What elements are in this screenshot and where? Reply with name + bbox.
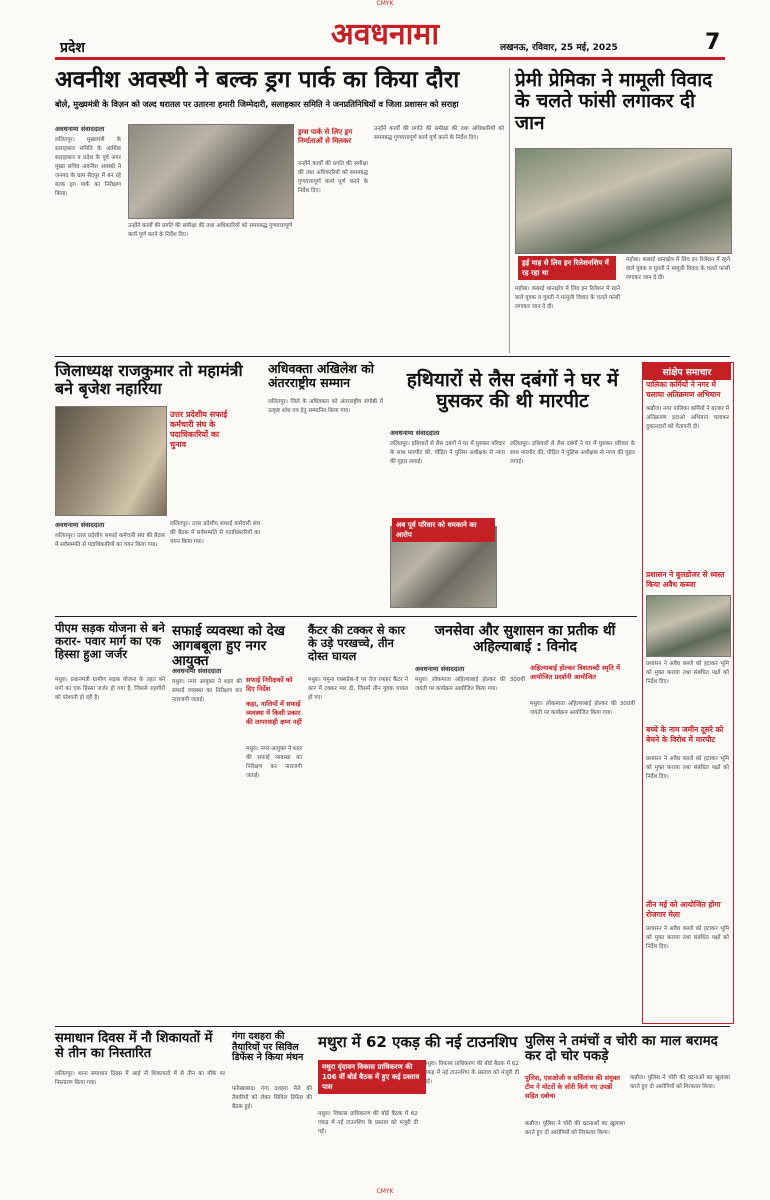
divider	[509, 68, 510, 353]
story6-headline: पीएम सड़क योजना से बने करार- पवार मार्ग का एक हिस्सा हुआ जर्जर	[55, 621, 165, 661]
story13-body: कन्नौज। पुलिस ने चोरी की घटनाओं का खुलासा करते हुए दो आरोपियों को गिरफ्तार किया।	[525, 1121, 625, 1136]
story2-inset: ड्रई माह से लिव इन रिलेशनशिप में रह रहा था	[518, 256, 616, 280]
story6-body: मथुरा। प्रधानमंत्री ग्रामीण सड़क योजना के तहत बने मार्ग का एक हिस्सा जर्जर हो गया है, जिससे राहगीरों को परेशानी हो रही है।	[55, 677, 165, 701]
story12-inset: मथुरा वृंदावन विकास प्राधिकरण की 106 वीं बोर्ड बैठक में हुए कई प्रस्ताव पास	[318, 1060, 426, 1094]
story9-inset: अहिल्याबाई होल्कर त्रिशताब्दी स्मृति में आयोजित प्रदर्शनी आयोजित	[530, 664, 620, 681]
sidebar-item3-head: बच्चे के नाम जमीन दूसरे को बेचने के विरोध में मारपीट	[646, 725, 724, 744]
story3-headline: जिलाध्यक्ष राजकुमार तो महामंत्री बने बृजेश नहारिया	[55, 361, 243, 398]
sidebar-item1-body: कन्नौज। नगर पालिका कर्मियों ने बाजार में अतिक्रमण हटाओ अभियान चलाकर दुकानदारों को चेतावनी दी।	[646, 406, 729, 430]
cmyk-mark-top: CMYK	[376, 0, 394, 7]
story5-headline: हथियारों से लैस दबंगों ने घर में घुसकर की थी मारपीट	[406, 369, 619, 413]
story7-headline: सफाई व्यवस्था को देख आगबबूला हुए नगर आयुक्त	[172, 623, 285, 670]
story4-body: ललितपुर। जिले के अधिवक्ता को अंतरराष्ट्रीय संगोष्ठी में उत्कृष्ट शोध पत्र हेतु सम्मानित किया गया।	[268, 399, 383, 414]
story9-body-col2: मथुरा। लोकमाता अहिल्याबाई होल्कर की 300वीं जयंती पर कार्यक्रम आयोजित किया गया।	[530, 701, 635, 716]
story12-headline: मथुरा में 62 एकड़ की नई टाउनशिप	[318, 1033, 518, 1051]
header-rule	[55, 57, 725, 60]
sidebar-photo	[646, 595, 731, 657]
story7-inset2: कहा, नालियों में सफाई व्यवस्था में किसी प्रकार की लापरवाही क्षम्य नहीं	[246, 700, 302, 726]
story8-headline: कैंटर की टक्कर से कार के उड़े परखच्चे, तीन दोस्त घायल	[308, 623, 406, 663]
story3-body-col2: ललितपुर। उत्तर प्रदेशीय सफाई कर्मचारी संघ की बैठक में सर्वसम्मति से पदाधिकारियों का चयन किया गया।	[170, 521, 260, 545]
story10-body: ललितपुर। थाना समाधान दिवस में आई नौ शिकायतों में से तीन का मौके पर निस्तारण किया गया।	[55, 1071, 225, 1086]
story11-body: फर्रुखाबाद। गंगा दशहरा मेले की तैयारियों को लेकर सिविल डिफेंस की बैठक हुई।	[232, 1086, 312, 1110]
story1-bureau: अवधनामा संवाददाता	[55, 125, 105, 133]
story7-bureau: अवधनामा संवाददाता	[172, 667, 222, 675]
story1-body-col4: उन्होंने कार्यों की प्रगति की समीक्षा की तथा अधिकारियों को समयबद्ध गुणवत्तापूर्ण कार्य पूर्ण करने के निर्देश दिए।	[374, 126, 504, 141]
story8-body: मथुरा। यमुना एक्सप्रेस-वे पर तेज रफ्तार कैंटर ने कार में टक्कर मार दी, जिसमें तीन युवक घायल हो गए।	[308, 677, 408, 701]
story1-headline: अवनीश अवस्थी ने बल्क ड्रग पार्क का किया दौरा	[55, 67, 460, 93]
story2-photo	[515, 148, 732, 254]
story2-body-col2: महोबा। कबरई थानाक्षेत्र में लिव इन रिलेशन में रहने वाले युवक व युवती ने मामूली विवाद के चलते फांसी लगाकर जान दे दी।	[626, 257, 730, 281]
story1-inset: ड्रग्स पार्क से लिए ड्रग निर्माताओं से मिलकर	[298, 128, 353, 145]
sidebar-item4-head: तीन मई को आयोजित होगा रोजगार मेला	[646, 900, 721, 919]
story1-body-col3: उन्होंने कार्यों की प्रगति की समीक्षा की तथा अधिकारियों को समयबद्ध गुणवत्तापूर्ण कार्य पूर्ण करने के निर्देश दिए।	[298, 161, 368, 194]
story3-photo	[55, 406, 167, 516]
story4-headline: अधिवक्ता अखिलेश को अंतरराष्ट्रीय सम्मान	[268, 361, 375, 390]
story1-photo	[128, 124, 294, 219]
cmyk-mark-bottom: CMYK	[376, 1188, 394, 1195]
story3-quote: उत्तर प्रदेशीय सफाई कर्मचारी संघ के पदाधिकारियों का चुनाव	[170, 410, 228, 449]
story11-headline: गंगा दशहरा की तैयारियों पर सिविल डिफेंस ने किया मंथन	[232, 1031, 304, 1064]
story5-body-col2: ललितपुर। हथियारों से लैस दबंगों ने घर में घुसकर परिवार के साथ मारपीट की, पीड़ित ने पुलिस अधीक्षक से न्याय की गुहार लगाई।	[510, 441, 635, 465]
sidebar-item1-head: पालिका कर्मियों ने नगर में चलाया अतिक्रमण अभियान	[646, 380, 721, 399]
story10-headline: समाधान दिवस में नौ शिकायतों में से तीन का निस्तारित	[55, 1031, 213, 1061]
dateline: लखनऊ, रविवार, 25 मई, 2025	[500, 43, 618, 53]
section-name: प्रदेश	[60, 40, 85, 56]
story9-body: मथुरा। लोकमाता अहिल्याबाई होल्कर की 300वीं जयंती पर कार्यक्रम आयोजित किया गया।	[415, 677, 525, 692]
story7-body: मथुरा। नगर आयुक्त ने शहर की सफाई व्यवस्था का निरीक्षण कर नाराजगी जताई।	[172, 679, 242, 703]
sidebar-title: सांक्षेप समाचार	[643, 363, 731, 380]
sidebar-item2-body: प्रशासन ने अवैध कब्जे को हटाकर भूमि को मुक्त कराया तथा संबंधित पक्षों को निर्देश दिए।	[646, 661, 729, 685]
sidebar-item3-body: प्रशासन ने अवैध कब्जे को हटाकर भूमि को मुक्त कराया तथा संबंधित पक्षों को निर्देश दिए।	[646, 756, 729, 780]
story5-body: ललितपुर। हथियारों से लैस दबंगों ने घर में घुसकर परिवार के साथ मारपीट की, पीड़ित ने पुलिस अधीक्षक से न्याय की गुहार लगाई।	[390, 441, 505, 465]
story3-body: ललितपुर। उत्तर प्रदेशीय सफाई कर्मचारी संघ की बैठक में सर्वसम्मति से पदाधिकारियों का चयन किया गया।	[55, 533, 165, 548]
row-rule	[55, 616, 637, 617]
story9-bureau: अवधनामा संवाददाता	[415, 665, 465, 673]
row-rule	[55, 356, 730, 357]
sidebar-item2-head: प्रशासन ने बुलडोजर से ध्वस्त किया अवैध कब्जा	[646, 570, 725, 589]
story1-body-col2: उन्होंने कार्यों की प्रगति की समीक्षा की तथा अधिकारियों को समयबद्ध गुणवत्तापूर्ण कार्य पूर्ण करने के निर्देश दिए।	[128, 223, 292, 238]
story2-body: महोबा। कबरई थानाक्षेत्र में लिव इन रिलेशन में रहने वाले युवक व युवती ने मामूली विवाद के चलते फांसी लगाकर जान दे दी।	[515, 286, 620, 310]
story7-body-col2: मथुरा। नगर आयुक्त ने शहर की सफाई व्यवस्था का निरीक्षण कर नाराजगी जताई।	[246, 746, 302, 779]
masthead-logo: अवधनामा	[330, 17, 440, 52]
story5-caption: अब पूर्व परिवार को धमकाने का आरोप	[392, 518, 495, 542]
row-rule	[55, 1026, 730, 1027]
story12-body: मथुरा। विकास प्राधिकरण की बोर्ड बैठक में 62 एकड़ में नई टाउनशिप के प्रस्ताव को मंजूरी दी गई।	[318, 1111, 418, 1135]
story5-bureau: अवधनामा संवाददाता	[390, 429, 440, 437]
story12-body-col2: मथुरा। विकास प्राधिकरण की बोर्ड बैठक में 62 एकड़ में नई टाउनशिप के प्रस्ताव को मंजूरी दी गई।	[424, 1061, 519, 1085]
story2-headline: प्रेमी प्रेमिका ने मामूली विवाद के चलते फांसी लगाकर दी जान	[515, 69, 713, 134]
story9-headline: जनसेवा और सुशासन का प्रतीक थीं अहिल्याबाई : विनोद	[434, 623, 616, 655]
story3-bureau: अवधनामा संवाददाता	[55, 521, 105, 529]
story1-subhead: बोले, मुख्यमंत्री के विज़न को जल्द धरातल पर उतारना हमारी जिम्मेदारी, सलाहकार समिति ने जनप्रतिनिधियों व जिला प्रशासन को सराहा	[55, 99, 459, 109]
story1-lead: ललितपुर। मुख्यमंत्री के सलाहकार समिति के आर्थिक सलाहकार व प्रदेश के पूर्व अपर मुख्य सचिव अवनीश अवस्थी ने जनपद के ग्राम सैदपुर में बन रहे बल्क ड्रग पार्क का निरीक्षण किया।	[55, 137, 121, 197]
story13-headline: पुलिस ने तमंचों व चोरी का माल बरामद कर दो चोर पकड़े	[525, 1033, 718, 1065]
story7-inset1: सफाई निरीक्षकों को दिए निर्देश	[246, 676, 293, 693]
sidebar-item4-body: प्रशासन ने अवैध कब्जे को हटाकर भूमि को मुक्त कराया तथा संबंधित पक्षों को निर्देश दिए।	[646, 926, 729, 950]
page-number: 7	[705, 30, 721, 55]
story13-inset: पुलिस, एसओजी व सर्विलांस की संयुक्त टीम ने मोटरों के सोरी किये गए उपन्नों सहित दबोचा	[525, 1074, 620, 1100]
story13-body-col2: कन्नौज। पुलिस ने चोरी की घटनाओं का खुलासा करते हुए दो आरोपियों को गिरफ्तार किया।	[630, 1075, 730, 1090]
